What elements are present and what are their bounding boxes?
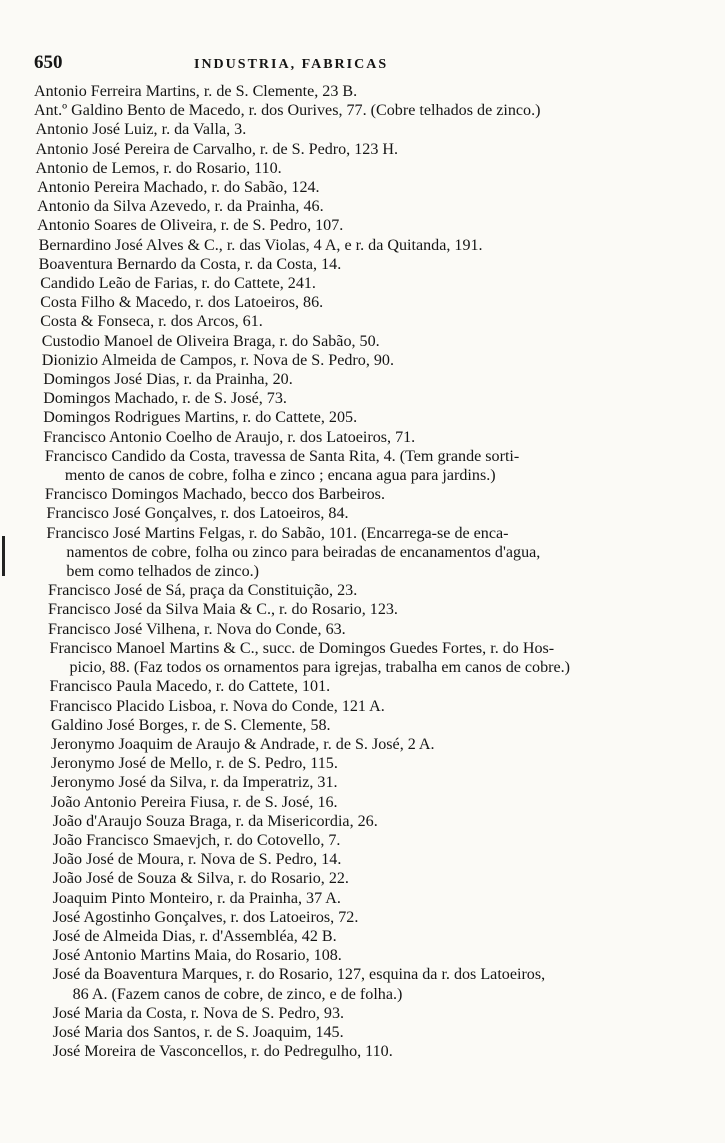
directory-entry <box>34 332 701 351</box>
directory-entry <box>34 236 701 255</box>
entry-text: Francisco Antonio Coelho de Araujo, r. dos Latoeiros, 71. <box>43 428 416 446</box>
entry-text: José Agostinho Gonçalves, r. dos Latoeiros, 72. <box>52 908 359 926</box>
directory-entry <box>34 524 701 582</box>
entry-text: Francisco José Vilhena, r. Nova do Conde, 63. <box>47 620 346 638</box>
directory-entry <box>34 255 701 274</box>
entry-continuation: mento de canos de cobre, folha e zinco ; encana agua para jardins.) <box>64 467 496 485</box>
directory-entry <box>34 965 701 1003</box>
directory-entry <box>34 485 701 504</box>
directory-entry <box>34 312 701 331</box>
directory-entry <box>34 370 701 389</box>
entry-text: Galdino José Borges, r. de S. Clemente, 58. <box>51 716 331 734</box>
entry-text: José da Boaventura Marques, r. do Rosario, 127, esquina da r. dos Latoeiros, <box>52 966 546 984</box>
directory-entry <box>34 504 701 523</box>
directory-entry <box>34 793 701 812</box>
entry-continuation: bem como telhados de zinco.) <box>66 563 260 581</box>
entry-text: Custodio Manoel de Oliveira Braga, r. do Sabão, 50. <box>41 332 380 350</box>
entry-continuation: picio, 88. (Faz todos os ornamentos para igrejas, trabalha em canos de cobre.) <box>69 659 571 677</box>
entry-text: Domingos José Dias, r. da Prainha, 20. <box>43 371 293 389</box>
entry-text: Domingos Machado, r. de S. José, 73. <box>43 390 287 408</box>
directory-entry <box>34 677 701 696</box>
directory-entry <box>34 946 701 965</box>
entry-text: Antonio José Luiz, r. da Valla, 3. <box>35 121 247 139</box>
directory-entry <box>34 408 701 427</box>
directory-entry <box>34 697 701 716</box>
directory-entry <box>34 82 701 101</box>
entry-text: Dionizio Almeida de Campos, r. Nova de S. Pedro, 90. <box>41 351 394 369</box>
directory-entry <box>34 120 701 139</box>
directory-entry <box>34 101 701 120</box>
entry-text: José Maria dos Santos, r. de S. Joaquim, 145. <box>52 1023 344 1041</box>
entry-text: Antonio Pereira Machado, r. do Sabão, 124. <box>37 179 320 197</box>
entry-text: José Maria da Costa, r. Nova de S. Pedro, 93. <box>52 1004 345 1022</box>
entry-continuation: 86 A. (Fazem canos de cobre, de zinco, e de folha.) <box>72 985 403 1003</box>
entry-text: Candido Leão de Farias, r. do Cattete, 241. <box>40 275 316 293</box>
entry-text: Francisco Candido da Costa, travessa de Santa Rita, 4. (Tem grande sorti- <box>44 447 520 465</box>
directory-entry <box>34 581 701 600</box>
directory-entry <box>34 447 701 485</box>
entry-text: Jeronymo José de Mello, r. de S. Pedro, 115. <box>51 755 338 773</box>
page-number: 650 <box>34 52 63 73</box>
entry-text: Antonio da Silva Azevedo, r. da Prainha, 46. <box>37 198 324 216</box>
directory-entry <box>34 1004 701 1023</box>
entry-text: Francisco José de Sá, praça da Constituição, 23. <box>47 582 358 600</box>
entry-text: Antonio de Lemos, r. do Rosario, 110. <box>35 159 282 177</box>
directory-entry <box>34 274 701 293</box>
directory-entry <box>34 178 701 197</box>
directory-entry <box>34 293 701 312</box>
margin-mark <box>2 536 5 576</box>
directory-entry <box>34 428 701 447</box>
directory-entry <box>34 754 701 773</box>
entry-text: Ant.º Galdino Bento de Macedo, r. dos Ourives, 77. (Cobre telhados de zinco.) <box>34 102 541 120</box>
entry-text: Francisco Domingos Machado, becco dos Barbeiros. <box>44 486 385 504</box>
entry-text: José Moreira de Vasconcellos, r. do Pedregulho, 110. <box>52 1043 393 1061</box>
directory-entry <box>34 620 701 639</box>
directory-entry <box>34 1042 701 1061</box>
entry-text: João d'Araujo Souza Braga, r. da Misericordia, 26. <box>52 812 378 830</box>
entry-text: Jeronymo Joaquim de Araujo & Andrade, r. de S. José, 2 A. <box>51 735 435 753</box>
directory-entry <box>34 140 701 159</box>
running-title: INDUSTRIA, FABRICAS <box>194 57 389 72</box>
directory-entry <box>34 600 701 619</box>
entry-text: Jeronymo José da Silva, r. da Imperatriz, 31. <box>51 774 338 792</box>
directory-entry <box>34 908 701 927</box>
directory-entry <box>34 831 701 850</box>
entry-continuation: namentos de cobre, folha ou zinco para beiradas de encanamentos d'agua, <box>66 543 541 561</box>
entry-text: José Antonio Martins Maia, do Rosario, 108. <box>52 947 342 965</box>
entry-text: José de Almeida Dias, r. d'Assembléa, 42 B. <box>52 927 337 945</box>
directory-entry <box>34 1023 701 1042</box>
entry-text: Bernardino José Alves & C., r. das Violas, 4 A, e r. da Quitanda, 191. <box>38 236 483 254</box>
directory-entry <box>34 889 701 908</box>
entry-text: Costa Filho & Macedo, r. dos Latoeiros, 86. <box>40 294 324 312</box>
entry-text: Francisco José Gonçalves, r. dos Latoeiros, 84. <box>46 505 349 523</box>
directory-entry <box>34 639 701 677</box>
entry-text: Antonio Soares de Oliveira, r. de S. Pedro, 107. <box>37 217 344 235</box>
directory-entry <box>34 812 701 831</box>
entry-text: João José de Souza & Silva, r. do Rosario, 22. <box>52 870 349 888</box>
entry-text: Francisco José Martins Felgas, r. do Sabão, 101. (Encarrega-se de enca- <box>46 524 509 542</box>
entry-text: Costa & Fonseca, r. dos Arcos, 61. <box>40 313 263 331</box>
entry-text: Francisco Manoel Martins & C., succ. de Domingos Guedes Fortes, r. do Hos- <box>49 639 555 657</box>
directory-entry <box>34 389 701 408</box>
entry-text: Antonio Ferreira Martins, r. de S. Clemente, 23 B. <box>34 83 358 100</box>
page-header <box>34 52 701 82</box>
entry-text: Francisco Paula Macedo, r. do Cattete, 101. <box>49 678 331 696</box>
entry-text: Domingos Rodrigues Martins, r. do Cattete, 205. <box>43 409 358 427</box>
entry-text: Francisco Placido Lisboa, r. Nova do Conde, 121 A. <box>49 697 385 715</box>
entry-text: Antonio José Pereira de Carvalho, r. de S. Pedro, 123 H. <box>35 140 399 158</box>
directory-entry <box>34 735 701 754</box>
entry-text: Francisco José da Silva Maia & C., r. do Rosario, 123. <box>47 601 398 619</box>
directory-entry <box>34 216 701 235</box>
entry-text: Joaquim Pinto Monteiro, r. da Prainha, 37 A. <box>52 889 341 907</box>
directory-entry <box>34 159 701 178</box>
directory-entry <box>34 927 701 946</box>
directory-entry <box>34 351 701 370</box>
directory-entry <box>34 850 701 869</box>
directory-entry <box>34 716 701 735</box>
directory-entries <box>34 82 701 1061</box>
entry-text: João José de Moura, r. Nova de S. Pedro, 14. <box>52 851 342 869</box>
entry-text: João Francisco Smaevjch, r. do Cotovello, 7. <box>52 831 341 849</box>
entry-text: Boaventura Bernardo da Costa, r. da Costa, 14. <box>38 255 342 273</box>
directory-entry <box>34 869 701 888</box>
entry-text: João Antonio Pereira Fiusa, r. de S. José, 16. <box>51 793 338 811</box>
directory-entry <box>34 197 701 216</box>
directory-entry <box>34 773 701 792</box>
